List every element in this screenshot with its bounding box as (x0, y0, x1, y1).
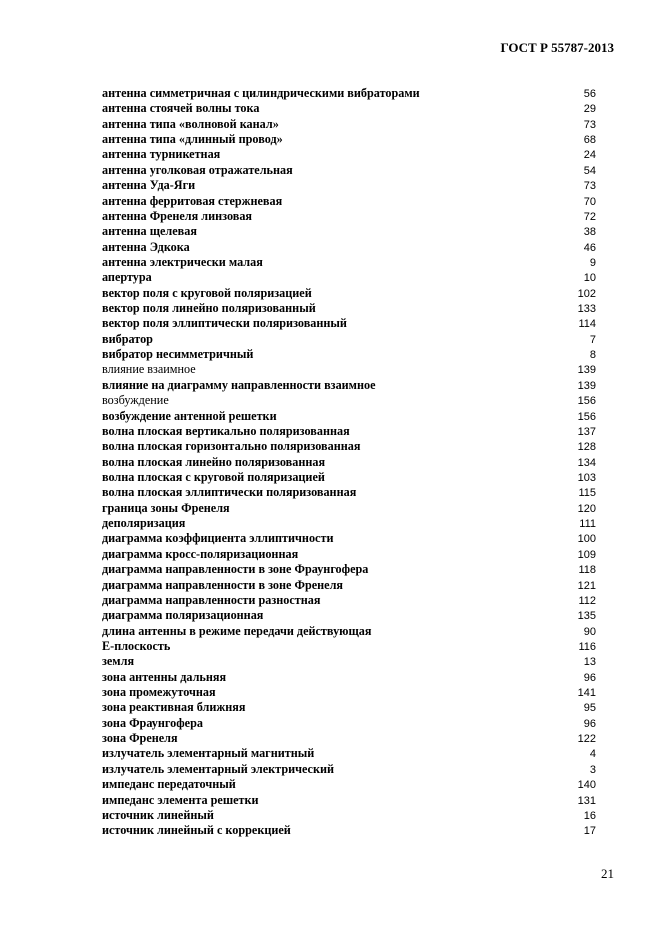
index-entry (102, 578, 596, 593)
index-term: деполяризация (102, 516, 186, 531)
index-page-ref: 3 (589, 763, 596, 776)
index-page-ref: 137 (577, 425, 596, 438)
index-page-ref: 73 (583, 180, 596, 193)
index-entry (102, 639, 596, 654)
index-entry (102, 654, 596, 669)
index-entry (102, 378, 596, 393)
index-entry (102, 316, 596, 331)
index-page-ref: 122 (577, 733, 596, 746)
index-page-ref: 4 (589, 748, 596, 761)
index-entry (102, 700, 596, 715)
index-entry (102, 439, 596, 454)
index-page-ref: 96 (583, 671, 596, 684)
index-term: вектор поля эллиптически поляризованный (102, 316, 347, 331)
index-term: волна плоская горизонтально поляризованная (102, 439, 361, 454)
index-entry (102, 255, 596, 270)
index-entry (102, 117, 596, 132)
index-page-ref: 156 (577, 395, 596, 408)
index-page-ref: 133 (577, 303, 596, 316)
index-entry (102, 731, 596, 746)
index-term: возбуждение антенной решетки (102, 408, 277, 423)
index-entry (102, 608, 596, 623)
index-term: волна плоская с круговой поляризацией (102, 469, 325, 484)
index-term: зона антенны дальняя (102, 669, 227, 684)
index-term: антенна Уда-Яги (102, 178, 196, 193)
index-term: влияние взаимное (102, 362, 196, 377)
index-page-ref: 10 (583, 272, 596, 285)
index-entry (102, 86, 596, 101)
index-page-ref: 118 (578, 564, 596, 577)
index-term: диаграмма коэффициента эллиптичности (102, 531, 334, 546)
index-page-ref: 72 (583, 210, 596, 223)
index-entry (102, 624, 596, 639)
index-page-ref: 16 (583, 809, 596, 822)
index-term: зона промежуточная (102, 685, 216, 700)
index-page-ref: 96 (583, 717, 596, 730)
document-id: ГОСТ Р 55787-2013 (500, 40, 614, 55)
index-entry (102, 393, 596, 408)
index-term: вектор поля линейно поляризованный (102, 301, 316, 316)
index-page-ref: 135 (577, 610, 596, 623)
index-page-ref: 120 (577, 502, 596, 515)
index-page-ref: 17 (583, 825, 596, 838)
index-term: зона Фраунгофера (102, 715, 203, 730)
index-entry (102, 562, 596, 577)
index-term: вектор поля с круговой поляризацией (102, 285, 312, 300)
index-entry (102, 163, 596, 178)
index-page-ref: 139 (577, 379, 596, 392)
index-page-ref: 54 (583, 164, 596, 177)
index-page-ref: 116 (578, 640, 596, 653)
index-term: источник линейный (102, 807, 214, 822)
index-term: антенна стоячей волны тока (102, 101, 260, 116)
index-entry (102, 424, 596, 439)
index-term: диаграмма кросс-поляризационная (102, 546, 299, 561)
index-page-ref: 9 (589, 256, 596, 269)
index-entry (102, 224, 596, 239)
index-term: волна плоская эллиптически поляризованная (102, 485, 357, 500)
index-page-ref: 109 (577, 548, 596, 561)
index-entry (102, 793, 596, 808)
index-page-ref: 56 (583, 88, 596, 100)
index-entry (102, 547, 596, 562)
index-term: зона реактивная ближняя (102, 700, 246, 715)
index-term: Е-плоскость (102, 638, 171, 653)
index-page-ref: 46 (583, 241, 596, 254)
index-term: антенна уголковая отражательная (102, 162, 293, 177)
index-term: антенна турникетная (102, 147, 221, 162)
index-term: возбуждение (102, 393, 169, 408)
index-page-ref: 111 (579, 518, 596, 531)
index-entry (102, 240, 596, 255)
index-entry (102, 531, 596, 546)
index-entry (102, 209, 596, 224)
index-term: влияние на диаграмму направленности взаимное (102, 377, 376, 392)
index-page-ref: 121 (577, 579, 596, 592)
index-entry (102, 409, 596, 424)
index-page-ref: 156 (577, 410, 596, 423)
index-page-ref: 102 (577, 287, 596, 300)
index-term: вибратор несимметричный (102, 347, 254, 362)
index-list (102, 86, 596, 839)
index-page-ref: 13 (583, 656, 596, 669)
index-page-ref: 141 (577, 687, 596, 700)
index-entry (102, 685, 596, 700)
index-term: волна плоская вертикально поляризованная (102, 423, 350, 438)
index-term: излучатель элементарный магнитный (102, 746, 315, 761)
index-entry (102, 516, 596, 531)
index-page-ref: 100 (577, 533, 596, 546)
index-page-ref: 112 (578, 594, 596, 607)
index-page-ref: 90 (583, 625, 596, 638)
index-page-ref: 95 (583, 702, 596, 715)
index-term: вибратор (102, 331, 153, 346)
index-page-ref: 140 (577, 779, 596, 792)
index-page-ref: 7 (589, 333, 596, 346)
index-term: диаграмма поляризационная (102, 608, 264, 623)
index-term: зона Френеля (102, 731, 178, 746)
index-entry (102, 470, 596, 485)
index-entry (102, 808, 596, 823)
index-term: излучатель элементарный электрический (102, 761, 335, 776)
index-term: антенна Френеля линзовая (102, 208, 253, 223)
index-page-ref: 134 (577, 456, 596, 469)
index-entry (102, 485, 596, 500)
index-page-ref: 131 (577, 794, 596, 807)
index-term: антенна щелевая (102, 224, 197, 239)
index-entry (102, 455, 596, 470)
index-term: антенна ферритовая стержневая (102, 193, 283, 208)
index-page-ref: 70 (583, 195, 596, 208)
index-page-ref: 8 (589, 349, 596, 362)
index-entry (102, 347, 596, 362)
index-term: импеданс элемента решетки (102, 792, 259, 807)
index-term: антенна типа «длинный провод» (102, 132, 283, 147)
index-entry (102, 332, 596, 347)
index-entry (102, 362, 596, 377)
index-entry (102, 286, 596, 301)
index-entry (102, 132, 596, 147)
index-term: земля (102, 654, 135, 669)
index-term: диаграмма направленности в зоне Фраунгофера (102, 562, 369, 577)
index-entry (102, 593, 596, 608)
index-entry (102, 101, 596, 116)
index-entry (102, 270, 596, 285)
index-term: антенна симметричная с цилиндрическими вибраторами (102, 86, 420, 100)
index-entry (102, 178, 596, 193)
index-term: апертура (102, 270, 152, 285)
index-page-ref: 115 (578, 487, 596, 500)
index-entry (102, 194, 596, 209)
index-page-ref: 73 (583, 118, 596, 131)
index-page-ref: 128 (577, 441, 596, 454)
index-page-ref: 24 (583, 149, 596, 162)
page-number: 21 (601, 866, 614, 881)
index-term: диаграмма направленности разностная (102, 592, 321, 607)
index-page-ref: 38 (583, 226, 596, 239)
index-entry (102, 777, 596, 792)
index-page-ref: 68 (583, 134, 596, 147)
index-term: длина антенны в режиме передачи действующая (102, 623, 372, 638)
index-term: антенна электрически малая (102, 254, 263, 269)
index-term: антенна типа «волновой канал» (102, 116, 279, 131)
index-page-ref: 29 (583, 103, 596, 116)
index-entry (102, 670, 596, 685)
index-entry (102, 147, 596, 162)
index-term: волна плоская линейно поляризованная (102, 454, 326, 469)
index-term: диаграмма направленности в зоне Френеля (102, 577, 344, 592)
index-term: источник линейный с коррекцией (102, 823, 291, 838)
index-entry (102, 762, 596, 777)
index-entry (102, 301, 596, 316)
index-page-ref: 139 (577, 364, 596, 377)
index-entry (102, 746, 596, 761)
index-entry (102, 716, 596, 731)
index-page-ref: 103 (577, 471, 596, 484)
index-entry (102, 501, 596, 516)
index-term: граница зоны Френеля (102, 500, 230, 515)
index-page-ref: 114 (578, 318, 596, 331)
index-term: импеданс передаточный (102, 777, 236, 792)
index-term: антенна Эдкока (102, 239, 190, 254)
index-entry (102, 823, 596, 838)
